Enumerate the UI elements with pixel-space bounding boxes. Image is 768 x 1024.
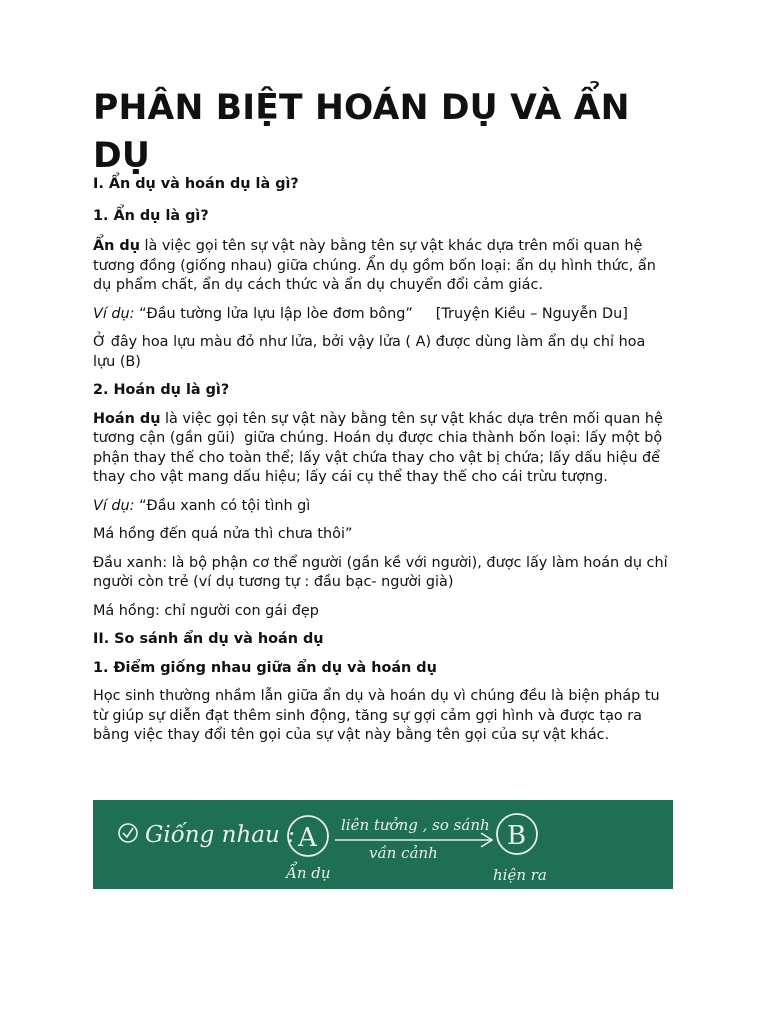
- andu-example: [93, 305, 671, 325]
- check-circle-icon: [119, 824, 137, 842]
- andu-term: Ẩn dụ: [93, 238, 140, 254]
- page-title: PHÂN BIỆT HOÁN DỤ VÀ ẨN DỤ: [93, 88, 630, 176]
- andu-explanation: Ở đây hoa lựu màu đỏ như lửa, bởi vậy lửa ( A) được dùng làm ẩn dụ chỉ hoa lựu (B): [93, 334, 646, 370]
- check-mark-icon: [123, 828, 133, 837]
- hoandu-def-text: là việc gọi tên sự vật này bằng tên sự vật khác dựa trên mối quan hệ tương cận (gần gũi) giữa chúng. Hoán dụ được chia thành bốn loại: lấy một bộ phận thay thế cho toàn thể; lấy vật chứa thay cho vật bị chứa; lấy dấu hiệu để thay cho vật mang dấu hiệu; lấy cái cụ thể thay thế cho cái trừu tượng.: [93, 410, 668, 485]
- sub3-heading: 1. Điểm giống nhau giữa ẩn dụ và hoán dụ: [93, 659, 437, 676]
- arrow-bottom-label: vần cảnh: [369, 844, 438, 862]
- section1-heading: I. Ẩn dụ và hoán dụ là gì?: [93, 176, 299, 192]
- section2-heading: II. So sánh ẩn dụ và hoán dụ: [93, 631, 324, 647]
- sub2-heading: 2. Hoán dụ là gì?: [93, 382, 230, 398]
- chalkboard-image: [93, 800, 673, 889]
- example-label-2: Ví dụ:: [93, 497, 135, 514]
- chalkboard-drawing: [93, 800, 673, 889]
- circle-a-letter: A: [298, 823, 317, 853]
- hoandu-example-line1: “Đầu xanh có tội tình gì: [134, 497, 311, 514]
- hoandu-definition: [93, 410, 671, 488]
- andu-def-text: là việc gọi tên sự vật này bằng tên sự vật khác dựa trên mối quan hệ tương đồng (giống nhau) giữa chúng. Ẩn dụ gồm bốn loại: ẩn dụ hình thức, ẩn dụ phẩm chất, ẩn dụ cách thức và ẩn dụ chuyển đổi cảm giác.: [93, 238, 656, 293]
- under-b-label: hiện ra: [493, 866, 547, 884]
- giong-nhau-label: Giống nhau :: [145, 822, 295, 848]
- mahong-explanation: Má hồng: chỉ người con gái đẹp: [93, 602, 319, 619]
- document-body: [93, 175, 671, 746]
- hoandu-example-line2: Má hồng đến quá nửa thì chưa thôi”: [93, 526, 353, 542]
- circle-b-letter: B: [507, 821, 527, 851]
- hoandu-term: Hoán dụ: [93, 410, 161, 427]
- dauxanh-explanation: Đầu xanh: là bộ phận cơ thể người (gần kề với người), được lấy làm hoán dụ chỉ người còn trẻ (ví dụ tương tự : đầu bạc- người già): [93, 554, 668, 590]
- hoandu-example: [93, 497, 671, 517]
- under-a-label: Ẩn dụ: [286, 864, 331, 882]
- arrow-top-label: liên tưởng , so sánh: [341, 816, 490, 834]
- sub1-heading: 1. Ẩn dụ là gì?: [93, 207, 209, 224]
- andu-definition: [93, 237, 671, 296]
- andu-example-text: “Đầu tường lửa lựu lập lòe đơm bông” [Truyện Kiều – Nguyễn Du]: [134, 305, 628, 322]
- similarity-paragraph: Học sinh thường nhầm lẫn giữa ẩn dụ và hoán dụ vì chúng đều là biện pháp tu từ giúp sự diễn đạt thêm sinh động, tăng sự gợi cảm gợi hình và được tạo ra bằng việc thay đổi tên gọi của sự vật này bằng tên gọi của sự vật khác.: [93, 688, 660, 743]
- example-label: Ví dụ:: [93, 305, 135, 322]
